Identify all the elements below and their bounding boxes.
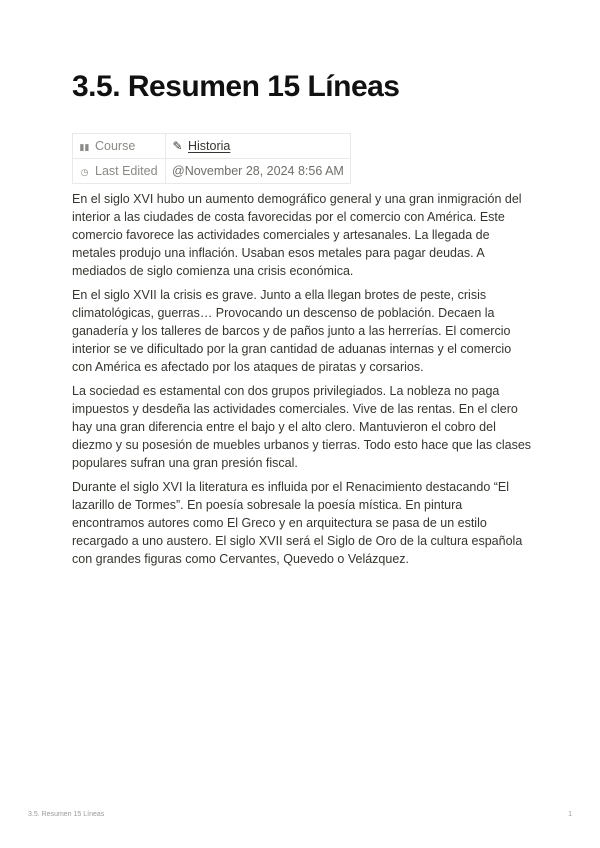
course-link[interactable]: Historia (188, 139, 231, 153)
property-value-course[interactable] (166, 134, 351, 159)
property-row-course (73, 134, 351, 159)
properties-table (72, 133, 351, 184)
property-row-last-edited (73, 159, 351, 184)
paragraph: En el siglo XVII la crisis es grave. Junto a ella llegan brotes de peste, crisis climatológicas, guerras… Provocando un descenso de población. Decaen la ganadería y los talleres de barcos y de paños junto a las herrerías. El comercio interior se ve dificultado por la gran cantidad de aduanas internas y el comercio con América es afectado por los ataques de piratas y corsarios. (72, 288, 512, 374)
property-key-course (73, 134, 166, 159)
paragraph: La sociedad es estamental con dos grupos privilegiados. La nobleza no paga impuestos y desdeña las actividades comerciales. Vive de las rentas. En el clero hay una gran diferencia entre el bajo y el alto clero. Mantuvieron el cobro del diezmo y su posesión de muebles urbanos y tierras. Todo esto hace que las clases populares sufran una gran presión fiscal. (72, 384, 532, 470)
property-key-last-edited (73, 159, 166, 184)
property-value-last-edited: @November 28, 2024 8:56 AM (166, 159, 351, 184)
pencil-icon: ✎ (172, 139, 183, 153)
book-icon: ▮▮ (79, 142, 90, 152)
paragraph: En el siglo XVI hubo un aumento demográfico general y una gran inmigración del interior a las ciudades de costa favorecidas por el comercio con América. Este comercio favorece las actividades comerciales y artesanales. La llegada de metales produjo una inflación. Usaban esos metales para pagar deudas. A mediados de siglo comienza una crisis económica. (72, 192, 522, 278)
property-label-course: Course (95, 139, 136, 153)
page-title: 3.5. Resumen 15 Líneas (72, 70, 400, 103)
document-body (72, 190, 532, 574)
property-label-last-edited: Last Edited (95, 164, 158, 178)
clock-icon: ◷ (80, 167, 89, 177)
paragraph: Durante el siglo XVI la literatura es influida por el Renacimiento destacando “El lazarillo de Tormes”. En poesía sobresale la poesía mística. En pintura encontramos autores como El Greco y en arquitectura se pasa de un estilo recargado a uno austero. El siglo XVII será el Siglo de Oro de la cultura española con grandes figuras como Cervantes, Quevedo o Velázquez. (72, 480, 523, 566)
footer-title: 3.5. Resumen 15 Líneas (28, 811, 105, 818)
footer-page-number: 1 (568, 811, 572, 818)
